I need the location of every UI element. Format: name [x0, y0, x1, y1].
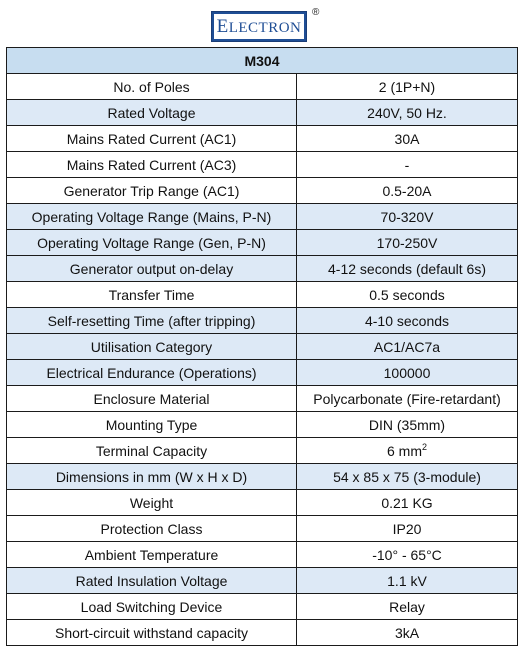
- model-row: [7, 48, 518, 74]
- spec-row: [7, 308, 518, 334]
- spec-row: [7, 412, 518, 438]
- spec-label: Generator Trip Range (AC1): [7, 178, 297, 204]
- spec-label: No. of Poles: [7, 74, 297, 100]
- spec-value-text: IP20: [392, 520, 422, 537]
- spec-label: Rated Insulation Voltage: [7, 568, 297, 594]
- spec-row: [7, 334, 518, 360]
- spec-label: Operating Voltage Range (Gen, P-N): [7, 230, 297, 256]
- spec-label: Transfer Time: [7, 282, 297, 308]
- model-name: M304: [7, 48, 518, 74]
- spec-label: Enclosure Material: [7, 386, 297, 412]
- spec-row: [7, 100, 518, 126]
- spec-row: [7, 74, 518, 100]
- spec-value: [297, 126, 518, 152]
- spec-value-text: 30A: [394, 130, 420, 147]
- spec-value-text: 100000: [383, 364, 431, 381]
- spec-value: [297, 438, 518, 464]
- spec-value: [297, 620, 518, 646]
- spec-row: [7, 386, 518, 412]
- spec-value-text: 6 mm: [386, 442, 422, 459]
- spec-value-text: 54 x 85 x 75 (3-module): [333, 468, 481, 485]
- spec-label: Short-circuit withstand capacity: [7, 620, 297, 646]
- spec-row: [7, 568, 518, 594]
- spec-label: Ambient Temperature: [7, 542, 297, 568]
- spec-value: [297, 386, 518, 412]
- spec-row: [7, 620, 518, 646]
- spec-label: Load Switching Device: [7, 594, 297, 620]
- spec-value: [297, 490, 518, 516]
- spec-label: Operating Voltage Range (Mains, P-N): [7, 204, 297, 230]
- spec-value: [297, 282, 518, 308]
- spec-row: [7, 464, 518, 490]
- spec-label: Utilisation Category: [7, 334, 297, 360]
- spec-label: Self-resetting Time (after tripping): [7, 308, 297, 334]
- spec-value: [297, 178, 518, 204]
- spec-value-text: 4-12 seconds (default 6s): [328, 260, 486, 277]
- spec-row: [7, 204, 518, 230]
- spec-value: [297, 568, 518, 594]
- spec-value: [297, 204, 518, 230]
- spec-row: [7, 126, 518, 152]
- spec-value: [297, 230, 518, 256]
- spec-value: [297, 516, 518, 542]
- spec-value: [297, 74, 518, 100]
- spec-value-text: AC1/AC7a: [373, 338, 441, 355]
- spec-value: [297, 464, 518, 490]
- spec-value-text: 0.5 seconds: [369, 286, 445, 303]
- spec-value-text: 0.5-20A: [382, 182, 432, 199]
- spec-row: [7, 542, 518, 568]
- spec-label: Mains Rated Current (AC1): [7, 126, 297, 152]
- spec-value: [297, 360, 518, 386]
- spec-value-text: 70-320V: [380, 208, 434, 225]
- spec-value-text: 240V, 50 Hz.: [367, 104, 447, 121]
- registered-mark-icon: ®: [312, 7, 320, 18]
- spec-value: [297, 542, 518, 568]
- brand-logo: [211, 11, 307, 42]
- spec-value-text: DIN (35mm): [368, 416, 446, 433]
- spec-value-text: 1.1 kV: [387, 572, 427, 589]
- spec-value: [297, 256, 518, 282]
- spec-label: Rated Voltage: [7, 100, 297, 126]
- spec-row: [7, 594, 518, 620]
- spec-value-text: 4-10 seconds: [364, 312, 450, 329]
- spec-row: [7, 256, 518, 282]
- spec-value-text: 0.21 KG: [381, 494, 433, 511]
- spec-label: Electrical Endurance (Operations): [7, 360, 297, 386]
- spec-value-text: -: [404, 156, 410, 173]
- brand-header: [0, 0, 522, 47]
- spec-value: [297, 100, 518, 126]
- spec-row: [7, 178, 518, 204]
- spec-value-superscript: 2: [421, 441, 427, 452]
- spec-label: Generator output on-delay: [7, 256, 297, 282]
- spec-value-text: -10° - 65°C: [372, 546, 442, 563]
- spec-value-text: 3kA: [394, 624, 420, 641]
- spec-value: [297, 152, 518, 178]
- spec-value-text: 2 (1P+N): [378, 78, 436, 95]
- spec-value: [297, 334, 518, 360]
- spec-value: [297, 412, 518, 438]
- spec-table-body: [7, 48, 518, 646]
- spec-value-text: Polycarbonate (Fire-retardant): [313, 390, 501, 407]
- spec-value: [297, 594, 518, 620]
- spec-label: Weight: [7, 490, 297, 516]
- spec-label: Mounting Type: [7, 412, 297, 438]
- spec-value-text: 170-250V: [376, 234, 438, 251]
- spec-value-text: Relay: [389, 598, 425, 615]
- spec-row: [7, 230, 518, 256]
- spec-row: [7, 516, 518, 542]
- spec-label: Protection Class: [7, 516, 297, 542]
- spec-value: [297, 308, 518, 334]
- spec-label: Dimensions in mm (W x H x D): [7, 464, 297, 490]
- brand-logo-text: ELECTRON: [216, 15, 302, 37]
- spec-row: [7, 438, 518, 464]
- spec-row: [7, 282, 518, 308]
- spec-row: [7, 360, 518, 386]
- spec-table: [6, 47, 518, 646]
- spec-row: [7, 490, 518, 516]
- spec-label: Terminal Capacity: [7, 438, 297, 464]
- spec-row: [7, 152, 518, 178]
- spec-label: Mains Rated Current (AC3): [7, 152, 297, 178]
